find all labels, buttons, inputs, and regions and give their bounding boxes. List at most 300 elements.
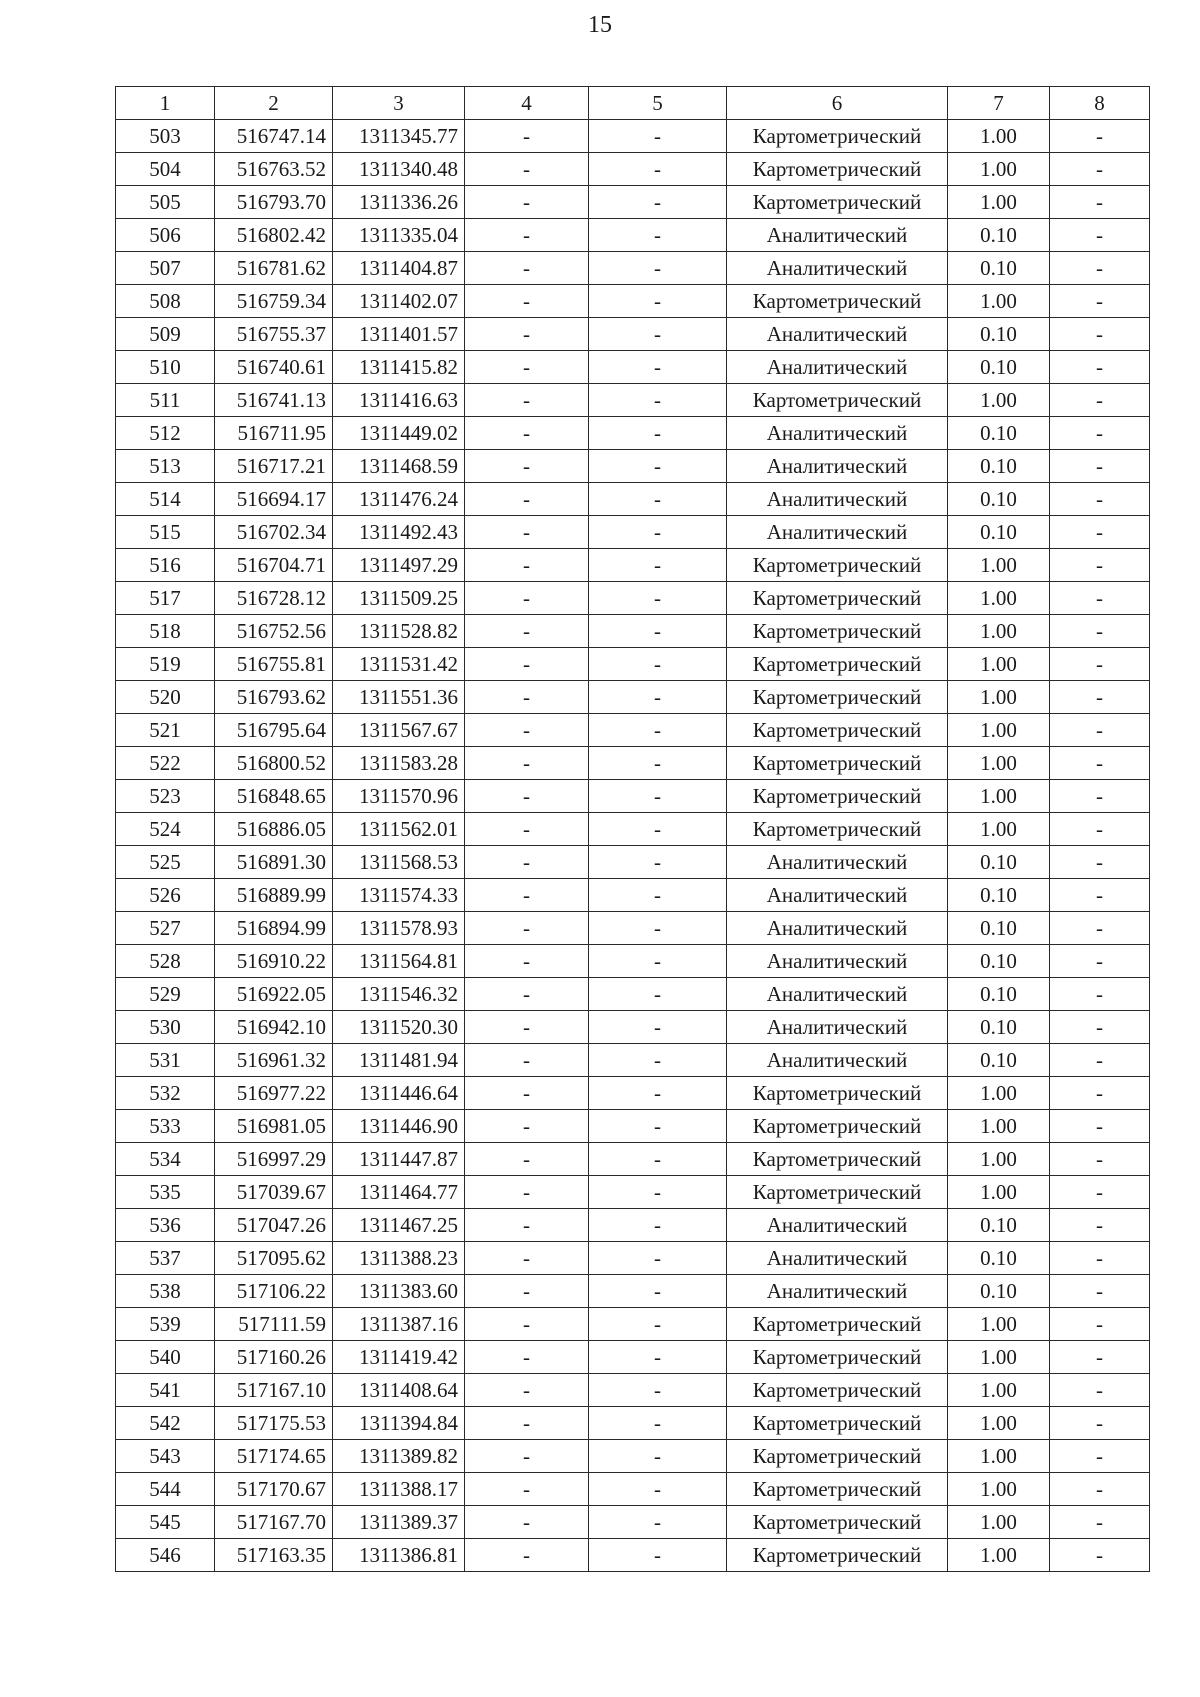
y-coordinate-cell: 1311386.81 [333, 1539, 465, 1572]
col5-cell: - [589, 648, 727, 681]
accuracy-cell: 0.10 [948, 945, 1050, 978]
table-row [116, 318, 1150, 351]
col8-cell: - [1050, 318, 1150, 351]
col4-cell: - [465, 153, 589, 186]
col5-cell: - [589, 186, 727, 219]
col4-cell: - [465, 1308, 589, 1341]
x-coordinate-cell: 516942.10 [215, 1011, 333, 1044]
x-coordinate-cell: 517160.26 [215, 1341, 333, 1374]
point-number-cell: 513 [116, 450, 215, 483]
table-row [116, 780, 1150, 813]
y-coordinate-cell: 1311562.01 [333, 813, 465, 846]
accuracy-cell: 1.00 [948, 747, 1050, 780]
point-number-cell: 531 [116, 1044, 215, 1077]
page-number: 15 [588, 12, 612, 38]
table-row [116, 846, 1150, 879]
point-number-cell: 528 [116, 945, 215, 978]
point-number-cell: 506 [116, 219, 215, 252]
col5-cell: - [589, 1539, 727, 1572]
coordinates-table [115, 86, 1150, 1572]
y-coordinate-cell: 1311509.25 [333, 582, 465, 615]
table-header-row [116, 87, 1150, 120]
accuracy-cell: 0.10 [948, 978, 1050, 1011]
table-row [116, 1077, 1150, 1110]
x-coordinate-cell: 516977.22 [215, 1077, 333, 1110]
table-row [116, 417, 1150, 450]
col5-cell: - [589, 813, 727, 846]
point-number-cell: 518 [116, 615, 215, 648]
table-row [116, 1110, 1150, 1143]
method-cell: Картометрический [727, 285, 948, 318]
column-header-4: 4 [465, 87, 589, 120]
col4-cell: - [465, 813, 589, 846]
col5-cell: - [589, 285, 727, 318]
x-coordinate-cell: 516711.95 [215, 417, 333, 450]
col8-cell: - [1050, 1539, 1150, 1572]
col5-cell: - [589, 219, 727, 252]
col8-cell: - [1050, 714, 1150, 747]
y-coordinate-cell: 1311564.81 [333, 945, 465, 978]
table-row [116, 912, 1150, 945]
method-cell: Аналитический [727, 1011, 948, 1044]
col5-cell: - [589, 351, 727, 384]
x-coordinate-cell: 517167.10 [215, 1374, 333, 1407]
point-number-cell: 536 [116, 1209, 215, 1242]
accuracy-cell: 1.00 [948, 1473, 1050, 1506]
col4-cell: - [465, 1407, 589, 1440]
table-row [116, 615, 1150, 648]
col4-cell: - [465, 648, 589, 681]
accuracy-cell: 1.00 [948, 1176, 1050, 1209]
y-coordinate-cell: 1311574.33 [333, 879, 465, 912]
col8-cell: - [1050, 1506, 1150, 1539]
table-row [116, 1539, 1150, 1572]
accuracy-cell: 1.00 [948, 1374, 1050, 1407]
x-coordinate-cell: 516891.30 [215, 846, 333, 879]
table-row [116, 549, 1150, 582]
point-number-cell: 509 [116, 318, 215, 351]
col4-cell: - [465, 120, 589, 153]
x-coordinate-cell: 516997.29 [215, 1143, 333, 1176]
table-row [116, 186, 1150, 219]
y-coordinate-cell: 1311336.26 [333, 186, 465, 219]
col4-cell: - [465, 1473, 589, 1506]
accuracy-cell: 0.10 [948, 252, 1050, 285]
method-cell: Аналитический [727, 252, 948, 285]
col5-cell: - [589, 549, 727, 582]
method-cell: Аналитический [727, 219, 948, 252]
table-row [116, 978, 1150, 1011]
method-cell: Аналитический [727, 879, 948, 912]
method-cell: Аналитический [727, 1209, 948, 1242]
x-coordinate-cell: 516704.71 [215, 549, 333, 582]
table-body [116, 120, 1150, 1572]
col5-cell: - [589, 384, 727, 417]
table-row [116, 1011, 1150, 1044]
y-coordinate-cell: 1311388.17 [333, 1473, 465, 1506]
point-number-cell: 520 [116, 681, 215, 714]
col8-cell: - [1050, 1440, 1150, 1473]
col5-cell: - [589, 417, 727, 450]
column-header-1: 1 [116, 87, 215, 120]
y-coordinate-cell: 1311335.04 [333, 219, 465, 252]
col8-cell: - [1050, 1473, 1150, 1506]
method-cell: Картометрический [727, 1539, 948, 1572]
col8-cell: - [1050, 615, 1150, 648]
method-cell: Картометрический [727, 813, 948, 846]
column-header-8: 8 [1050, 87, 1150, 120]
col5-cell: - [589, 153, 727, 186]
point-number-cell: 525 [116, 846, 215, 879]
method-cell: Аналитический [727, 978, 948, 1011]
x-coordinate-cell: 516961.32 [215, 1044, 333, 1077]
table-row [116, 681, 1150, 714]
col4-cell: - [465, 516, 589, 549]
y-coordinate-cell: 1311416.63 [333, 384, 465, 417]
col5-cell: - [589, 945, 727, 978]
y-coordinate-cell: 1311497.29 [333, 549, 465, 582]
col4-cell: - [465, 1506, 589, 1539]
col8-cell: - [1050, 417, 1150, 450]
col4-cell: - [465, 1011, 589, 1044]
y-coordinate-cell: 1311492.43 [333, 516, 465, 549]
col8-cell: - [1050, 1275, 1150, 1308]
point-number-cell: 539 [116, 1308, 215, 1341]
col5-cell: - [589, 1110, 727, 1143]
col4-cell: - [465, 1539, 589, 1572]
method-cell: Картометрический [727, 1077, 948, 1110]
method-cell: Аналитический [727, 846, 948, 879]
method-cell: Аналитический [727, 450, 948, 483]
col4-cell: - [465, 450, 589, 483]
y-coordinate-cell: 1311415.82 [333, 351, 465, 384]
accuracy-cell: 0.10 [948, 1044, 1050, 1077]
table-row [116, 1473, 1150, 1506]
col8-cell: - [1050, 945, 1150, 978]
col4-cell: - [465, 483, 589, 516]
col4-cell: - [465, 186, 589, 219]
col8-cell: - [1050, 186, 1150, 219]
method-cell: Картометрический [727, 747, 948, 780]
col8-cell: - [1050, 648, 1150, 681]
col4-cell: - [465, 681, 589, 714]
table-row [116, 1341, 1150, 1374]
point-number-cell: 534 [116, 1143, 215, 1176]
method-cell: Картометрический [727, 384, 948, 417]
x-coordinate-cell: 516763.52 [215, 153, 333, 186]
col5-cell: - [589, 1011, 727, 1044]
col5-cell: - [589, 1374, 727, 1407]
accuracy-cell: 1.00 [948, 1143, 1050, 1176]
col4-cell: - [465, 1044, 589, 1077]
col5-cell: - [589, 582, 727, 615]
col5-cell: - [589, 747, 727, 780]
table-row [116, 1242, 1150, 1275]
col5-cell: - [589, 879, 727, 912]
col8-cell: - [1050, 879, 1150, 912]
point-number-cell: 511 [116, 384, 215, 417]
col4-cell: - [465, 978, 589, 1011]
accuracy-cell: 0.10 [948, 846, 1050, 879]
x-coordinate-cell: 517167.70 [215, 1506, 333, 1539]
col8-cell: - [1050, 582, 1150, 615]
column-header-5: 5 [589, 87, 727, 120]
point-number-cell: 533 [116, 1110, 215, 1143]
col5-cell: - [589, 450, 727, 483]
col4-cell: - [465, 615, 589, 648]
col4-cell: - [465, 1143, 589, 1176]
col4-cell: - [465, 1176, 589, 1209]
method-cell: Аналитический [727, 1275, 948, 1308]
col4-cell: - [465, 1110, 589, 1143]
table-row [116, 945, 1150, 978]
method-cell: Картометрический [727, 1506, 948, 1539]
method-cell: Картометрический [727, 1341, 948, 1374]
col8-cell: - [1050, 912, 1150, 945]
point-number-cell: 504 [116, 153, 215, 186]
col4-cell: - [465, 846, 589, 879]
y-coordinate-cell: 1311481.94 [333, 1044, 465, 1077]
table-row [116, 285, 1150, 318]
accuracy-cell: 1.00 [948, 549, 1050, 582]
point-number-cell: 510 [116, 351, 215, 384]
point-number-cell: 514 [116, 483, 215, 516]
col5-cell: - [589, 252, 727, 285]
table-row [116, 582, 1150, 615]
point-number-cell: 540 [116, 1341, 215, 1374]
table-row [116, 483, 1150, 516]
x-coordinate-cell: 516728.12 [215, 582, 333, 615]
col8-cell: - [1050, 681, 1150, 714]
y-coordinate-cell: 1311446.90 [333, 1110, 465, 1143]
method-cell: Аналитический [727, 516, 948, 549]
x-coordinate-cell: 517106.22 [215, 1275, 333, 1308]
x-coordinate-cell: 516922.05 [215, 978, 333, 1011]
col5-cell: - [589, 318, 727, 351]
point-number-cell: 545 [116, 1506, 215, 1539]
point-number-cell: 523 [116, 780, 215, 813]
x-coordinate-cell: 516759.34 [215, 285, 333, 318]
y-coordinate-cell: 1311446.64 [333, 1077, 465, 1110]
y-coordinate-cell: 1311389.37 [333, 1506, 465, 1539]
method-cell: Картометрический [727, 1308, 948, 1341]
col4-cell: - [465, 945, 589, 978]
accuracy-cell: 1.00 [948, 615, 1050, 648]
accuracy-cell: 0.10 [948, 516, 1050, 549]
point-number-cell: 535 [116, 1176, 215, 1209]
col8-cell: - [1050, 384, 1150, 417]
y-coordinate-cell: 1311340.48 [333, 153, 465, 186]
accuracy-cell: 1.00 [948, 1407, 1050, 1440]
method-cell: Картометрический [727, 780, 948, 813]
col5-cell: - [589, 1176, 727, 1209]
y-coordinate-cell: 1311387.16 [333, 1308, 465, 1341]
method-cell: Картометрический [727, 1176, 948, 1209]
x-coordinate-cell: 516717.21 [215, 450, 333, 483]
col4-cell: - [465, 384, 589, 417]
col5-cell: - [589, 1242, 727, 1275]
accuracy-cell: 0.10 [948, 450, 1050, 483]
method-cell: Картометрический [727, 1407, 948, 1440]
col8-cell: - [1050, 813, 1150, 846]
col5-cell: - [589, 846, 727, 879]
y-coordinate-cell: 1311520.30 [333, 1011, 465, 1044]
col5-cell: - [589, 615, 727, 648]
point-number-cell: 530 [116, 1011, 215, 1044]
method-cell: Аналитический [727, 1044, 948, 1077]
y-coordinate-cell: 1311546.32 [333, 978, 465, 1011]
table-row [116, 1308, 1150, 1341]
accuracy-cell: 0.10 [948, 417, 1050, 450]
col8-cell: - [1050, 1077, 1150, 1110]
y-coordinate-cell: 1311568.53 [333, 846, 465, 879]
col5-cell: - [589, 1341, 727, 1374]
col5-cell: - [589, 714, 727, 747]
point-number-cell: 537 [116, 1242, 215, 1275]
col4-cell: - [465, 747, 589, 780]
table-row [116, 1044, 1150, 1077]
table-row [116, 813, 1150, 846]
table-row [116, 219, 1150, 252]
col4-cell: - [465, 912, 589, 945]
col5-cell: - [589, 978, 727, 1011]
x-coordinate-cell: 516795.64 [215, 714, 333, 747]
col8-cell: - [1050, 1209, 1150, 1242]
col8-cell: - [1050, 219, 1150, 252]
accuracy-cell: 0.10 [948, 1011, 1050, 1044]
point-number-cell: 526 [116, 879, 215, 912]
x-coordinate-cell: 517170.67 [215, 1473, 333, 1506]
table-row [116, 1374, 1150, 1407]
accuracy-cell: 0.10 [948, 483, 1050, 516]
method-cell: Картометрический [727, 648, 948, 681]
col5-cell: - [589, 516, 727, 549]
col4-cell: - [465, 1374, 589, 1407]
x-coordinate-cell: 516741.13 [215, 384, 333, 417]
accuracy-cell: 1.00 [948, 1506, 1050, 1539]
x-coordinate-cell: 517174.65 [215, 1440, 333, 1473]
y-coordinate-cell: 1311531.42 [333, 648, 465, 681]
col8-cell: - [1050, 252, 1150, 285]
point-number-cell: 538 [116, 1275, 215, 1308]
method-cell: Картометрический [727, 1473, 948, 1506]
y-coordinate-cell: 1311583.28 [333, 747, 465, 780]
col5-cell: - [589, 912, 727, 945]
method-cell: Аналитический [727, 945, 948, 978]
col4-cell: - [465, 318, 589, 351]
table-row [116, 153, 1150, 186]
point-number-cell: 542 [116, 1407, 215, 1440]
col8-cell: - [1050, 1407, 1150, 1440]
method-cell: Картометрический [727, 120, 948, 153]
accuracy-cell: 1.00 [948, 384, 1050, 417]
method-cell: Аналитический [727, 417, 948, 450]
point-number-cell: 515 [116, 516, 215, 549]
point-number-cell: 512 [116, 417, 215, 450]
table-row [116, 1440, 1150, 1473]
x-coordinate-cell: 517039.67 [215, 1176, 333, 1209]
col4-cell: - [465, 1077, 589, 1110]
accuracy-cell: 0.10 [948, 879, 1050, 912]
method-cell: Картометрический [727, 153, 948, 186]
y-coordinate-cell: 1311551.36 [333, 681, 465, 714]
col5-cell: - [589, 1044, 727, 1077]
y-coordinate-cell: 1311408.64 [333, 1374, 465, 1407]
col8-cell: - [1050, 1176, 1150, 1209]
y-coordinate-cell: 1311467.25 [333, 1209, 465, 1242]
y-coordinate-cell: 1311402.07 [333, 285, 465, 318]
col8-cell: - [1050, 978, 1150, 1011]
table-row [116, 1209, 1150, 1242]
col4-cell: - [465, 285, 589, 318]
accuracy-cell: 0.10 [948, 1209, 1050, 1242]
col5-cell: - [589, 1440, 727, 1473]
col8-cell: - [1050, 153, 1150, 186]
y-coordinate-cell: 1311464.77 [333, 1176, 465, 1209]
x-coordinate-cell: 516793.62 [215, 681, 333, 714]
col8-cell: - [1050, 1341, 1150, 1374]
method-cell: Аналитический [727, 1242, 948, 1275]
col8-cell: - [1050, 1011, 1150, 1044]
col4-cell: - [465, 582, 589, 615]
col5-cell: - [589, 1506, 727, 1539]
col8-cell: - [1050, 351, 1150, 384]
y-coordinate-cell: 1311401.57 [333, 318, 465, 351]
col5-cell: - [589, 1308, 727, 1341]
column-header-3: 3 [333, 87, 465, 120]
col8-cell: - [1050, 549, 1150, 582]
accuracy-cell: 0.10 [948, 912, 1050, 945]
x-coordinate-cell: 516802.42 [215, 219, 333, 252]
x-coordinate-cell: 517175.53 [215, 1407, 333, 1440]
col8-cell: - [1050, 285, 1150, 318]
col5-cell: - [589, 1275, 727, 1308]
col8-cell: - [1050, 1143, 1150, 1176]
point-number-cell: 508 [116, 285, 215, 318]
col8-cell: - [1050, 1374, 1150, 1407]
method-cell: Картометрический [727, 582, 948, 615]
point-number-cell: 529 [116, 978, 215, 1011]
accuracy-cell: 1.00 [948, 1110, 1050, 1143]
accuracy-cell: 1.00 [948, 681, 1050, 714]
accuracy-cell: 1.00 [948, 780, 1050, 813]
point-number-cell: 505 [116, 186, 215, 219]
col4-cell: - [465, 1242, 589, 1275]
point-number-cell: 541 [116, 1374, 215, 1407]
method-cell: Аналитический [727, 912, 948, 945]
table-row [116, 714, 1150, 747]
column-header-7: 7 [948, 87, 1050, 120]
method-cell: Картометрический [727, 681, 948, 714]
point-number-cell: 503 [116, 120, 215, 153]
y-coordinate-cell: 1311404.87 [333, 252, 465, 285]
col4-cell: - [465, 1440, 589, 1473]
accuracy-cell: 1.00 [948, 582, 1050, 615]
x-coordinate-cell: 516981.05 [215, 1110, 333, 1143]
col4-cell: - [465, 714, 589, 747]
y-coordinate-cell: 1311476.24 [333, 483, 465, 516]
table-row [116, 450, 1150, 483]
table-row [116, 1275, 1150, 1308]
col5-cell: - [589, 483, 727, 516]
x-coordinate-cell: 516800.52 [215, 747, 333, 780]
table-row [116, 747, 1150, 780]
point-number-cell: 543 [116, 1440, 215, 1473]
col5-cell: - [589, 1473, 727, 1506]
x-coordinate-cell: 517095.62 [215, 1242, 333, 1275]
x-coordinate-cell: 516755.37 [215, 318, 333, 351]
x-coordinate-cell: 516894.99 [215, 912, 333, 945]
